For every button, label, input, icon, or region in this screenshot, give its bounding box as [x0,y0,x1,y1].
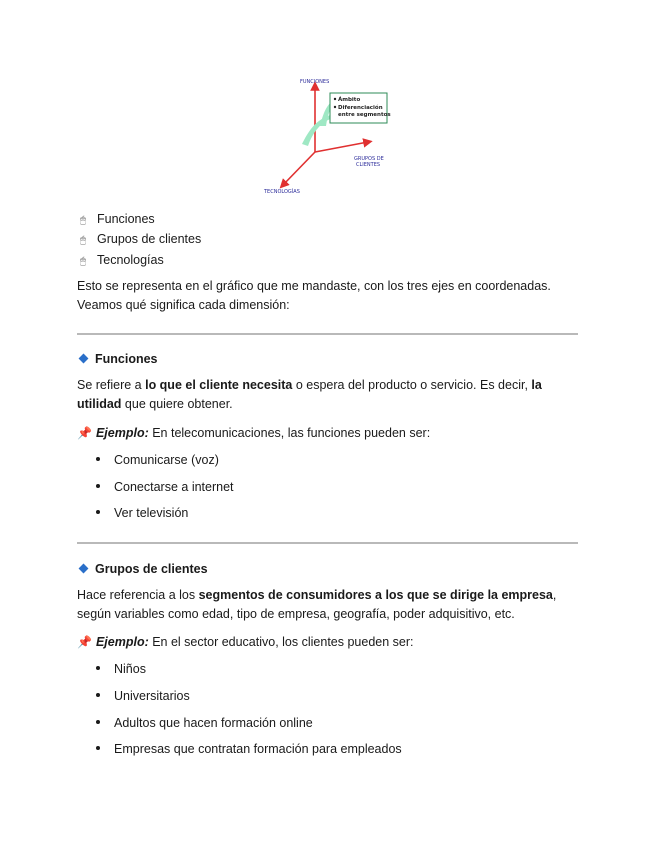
box-label-ambito: Ámbito [338,97,361,103]
axis-tecnologias-line [283,152,315,185]
axis-label-funciones: FUNCIONES [300,79,330,85]
axis-label-grupos-1: GRUPOS DE [354,156,384,162]
mouse-icon: 🖱 [80,235,86,246]
list-item: Ver televisión [96,505,188,521]
box-label-segmentos: entre segmentos [338,112,391,118]
section-desc-line-2: utilidad que quiere obtener. [77,397,233,411]
three-axis-diagram [258,74,398,198]
diamond-icon [79,354,89,364]
section-divider [77,333,578,335]
list-item: Comunicarse (voz) [96,452,219,468]
list-item: 🖱 Tecnologías [80,252,164,270]
list-item: Universitarios [96,688,190,704]
axis-label-grupos-2: CLIENTES [356,162,381,168]
section-desc-line-1: Hace referencia a los segmentos de consumidores a los que se dirige la empresa, [77,588,557,602]
intro-line-1: Esto se representa en el gráfico que me mandaste, con los tres ejes en coordenadas. [77,279,551,293]
example-line: 📌 Ejemplo: En el sector educativo, los clientes pueden ser: [77,635,414,649]
section-desc-line-1: Se refiere a lo que el cliente necesita o espera del producto o servicio. Es decir, la [77,378,542,392]
list-item: Adultos que hacen formación online [96,715,313,731]
section-heading-grupos: Grupos de clientes [80,561,208,577]
section-desc-line-2: según variables como edad, tipo de empresa, geografía, poder adquisitivo, etc. [77,607,515,621]
list-item: 🖱 Funciones [80,211,155,229]
list-item: 🖱 Grupos de clientes [80,231,201,249]
diagram-svg [258,74,398,198]
list-item: Conectarse a internet [96,479,234,495]
list-item: Niños [96,661,146,677]
section-heading-funciones: Funciones [80,351,158,367]
mouse-icon: 🖱 [80,256,86,267]
axis-label-tecnologias: TECNOLOGÍAS [264,189,300,195]
section-divider [77,542,578,544]
pushpin-icon: 📌 [77,426,92,440]
axis-grupos-line [315,142,368,152]
box-label-diferenciacion: Diferenciación [338,105,383,111]
mouse-icon: 🖱 [80,215,86,226]
intro-line-2: Veamos qué significa cada dimensión: [77,298,290,312]
pushpin-icon: 📌 [77,635,92,649]
example-line: 📌 Ejemplo: En telecomunicaciones, las funciones pueden ser: [77,426,431,440]
list-item: Empresas que contratan formación para empleados [96,741,402,757]
diamond-icon [79,564,89,574]
